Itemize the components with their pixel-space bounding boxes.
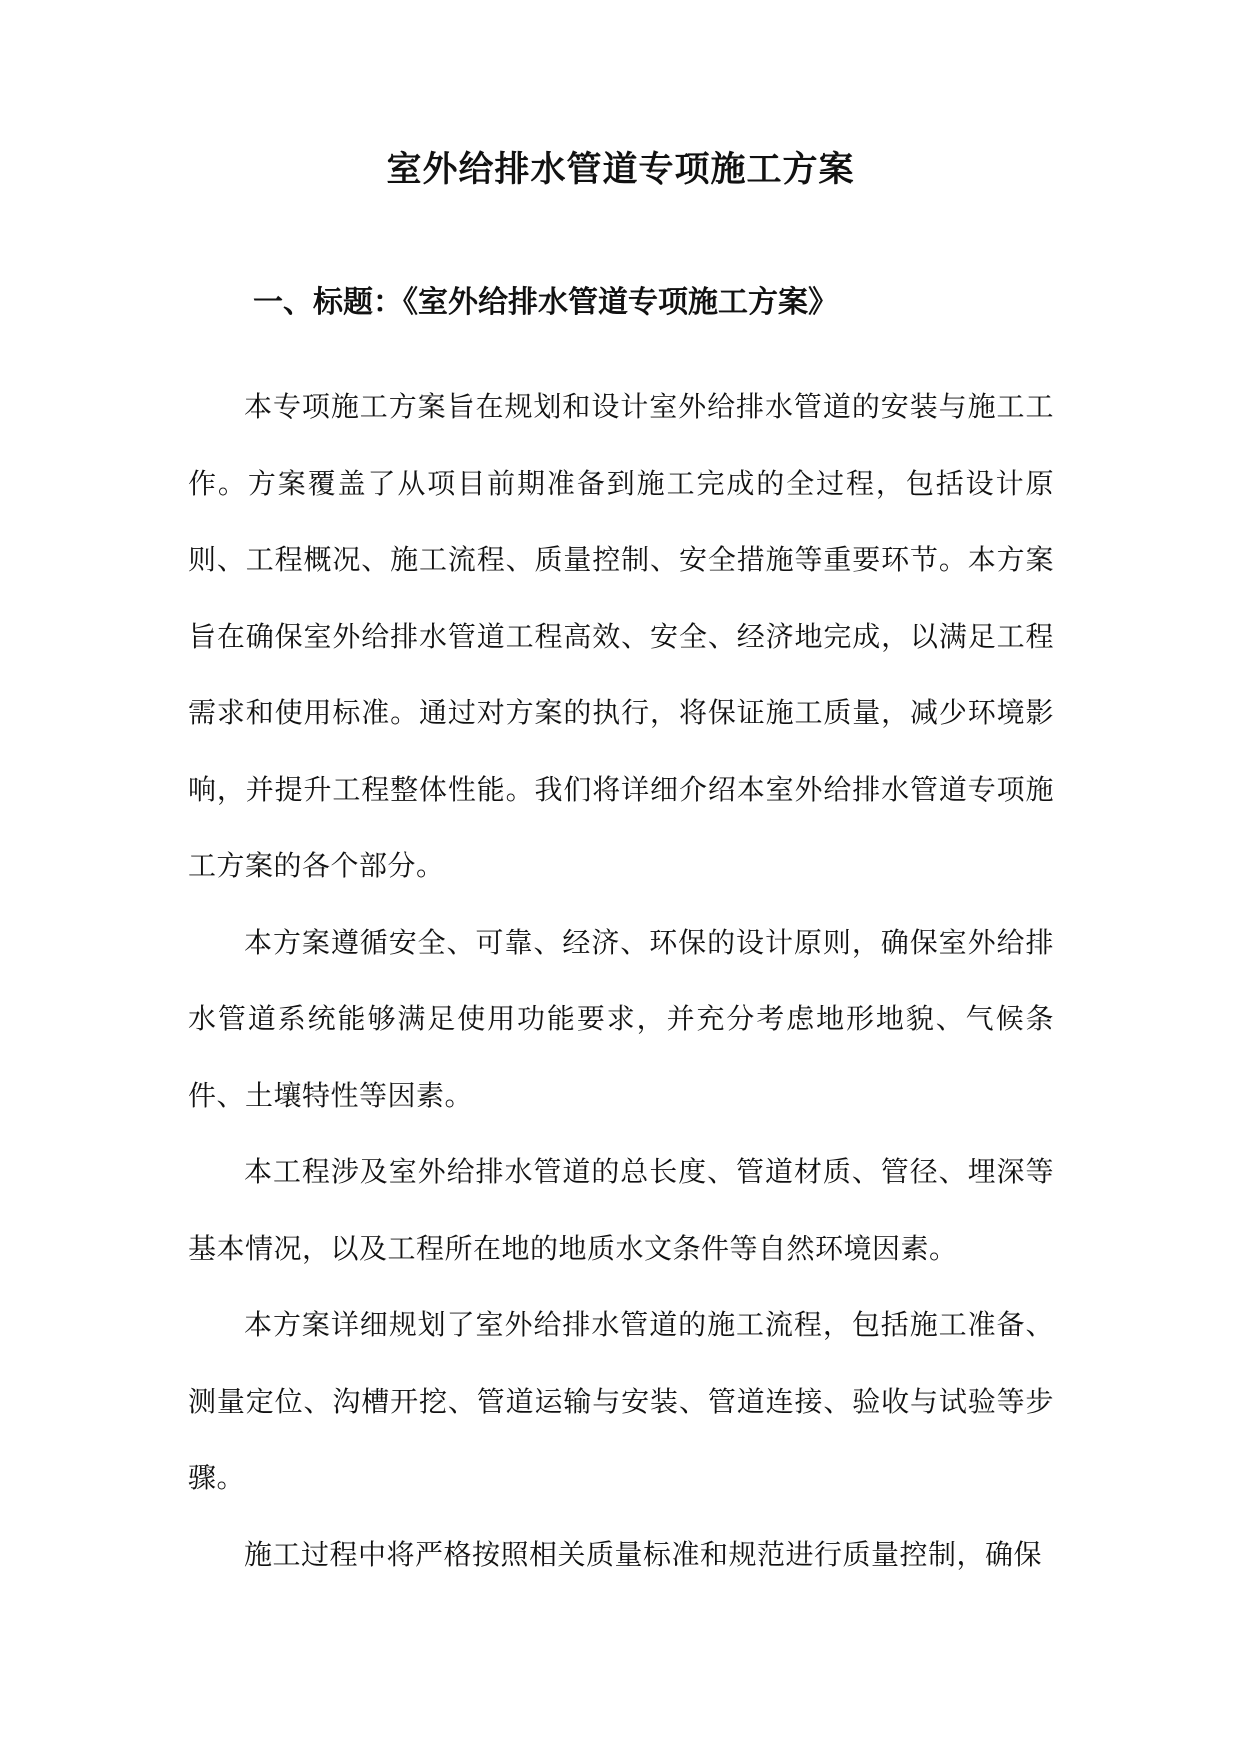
paragraph-quality-control: 施工过程中将严格按照相关质量标准和规范进行质量控制，确保 [244,1537,1043,1571]
paragraph-design-principles: 本方案遵循安全、可靠、经济、环保的设计原则，确保室外给排水管道系统能够满足使用功能要求，并充分考虑地形地貌、气候条件、土壤特性等因素。 [188,925,1054,1112]
section-heading: 一、标题：《室外给排水管道专项施工方案》 [253,285,838,320]
paragraph-project-overview: 本工程涉及室外给排水管道的总长度、管道材质、管径、埋深等基本情况，以及工程所在地的地质水文条件等自然环境因素。 [188,1155,1054,1265]
paragraph-intro: 本专项施工方案旨在规划和设计室外给排水管道的安装与施工工作。方案覆盖了从项目前期准备到施工完成的全过程，包括设计原则、工程概况、施工流程、质量控制、安全措施等重要环节。本方案旨在确保室外给排水管道工程高效、安全、经济地完成，以满足工程需求和使用标准。通过对方案的执行，将保证施工质量，减少环境影响，并提升工程整体性能。我们将详细介绍本室外给排水管道专项施工方案的各个部分。 [188,390,1054,882]
document-title: 室外给排水管道专项施工方案 [386,149,855,190]
document-body [188,369,1054,1593]
paragraph-construction-process: 本方案详细规划了室外给排水管道的施工流程，包括施工准备、测量定位、沟槽开挖、管道运输与安装、管道连接、验收与试验等步骤。 [188,1308,1054,1494]
